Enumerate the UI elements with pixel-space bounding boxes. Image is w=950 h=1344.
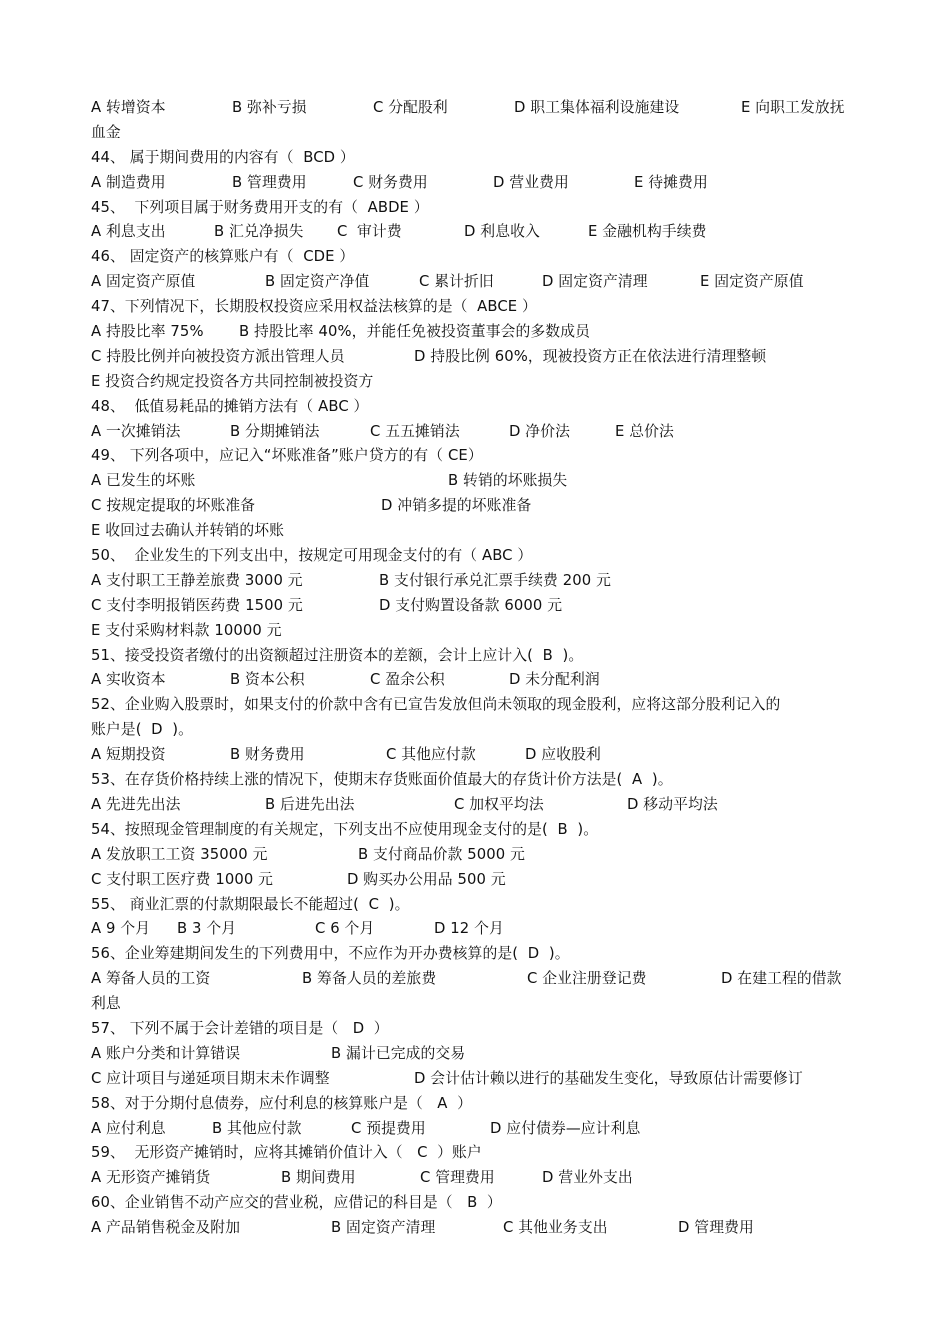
line-text: 50、 企业发生的下列支出中，按规定可用现金支付的有（ ABC ） [91, 547, 533, 565]
text-line [91, 843, 866, 868]
option-text: C 审计费 [337, 223, 402, 241]
text-line [91, 96, 866, 121]
text-line [91, 818, 866, 843]
text-line [91, 544, 866, 569]
line-text: A 筹备人员的工资 [91, 970, 211, 988]
option-text: D 冲销多提的坏账准备 [381, 497, 532, 515]
line-text: 52、企业购入股票时，如果支付的价款中含有已宣告发放但尚未领取的现金股利，应将这部分股利记入的 [91, 696, 781, 714]
text-line [91, 768, 866, 793]
option-text: E 固定资产原值 [700, 273, 804, 291]
option-text: C 预提费用 [351, 1119, 426, 1137]
option-text: D 移动平均法 [627, 795, 718, 813]
option-text: D 购买办公用品 500 元 [347, 870, 506, 888]
line-text: C 按规定提取的坏账准备 [91, 497, 256, 515]
option-text: B 期间费用 [281, 1169, 356, 1187]
text-line [91, 693, 866, 718]
option-text: E 金融机构手续费 [588, 223, 707, 241]
option-text: B 财务费用 [230, 746, 305, 764]
text-line [91, 1017, 866, 1042]
text-line [91, 644, 866, 669]
text-line [91, 444, 866, 469]
option-text: B 分期摊销法 [230, 422, 320, 440]
line-text: 血金 [91, 123, 121, 141]
option-text: B 汇兑净损失 [214, 223, 304, 241]
line-text: 47、下列情况下，长期股权投资应采用权益法核算的是（ ABCE ） [91, 298, 537, 316]
line-text: A 转增资本 [91, 99, 166, 116]
line-text: 56、企业筹建期间发生的下列费用中，不应作为开办费核算的是( D )。 [91, 945, 570, 963]
option-text: B 固定资产清理 [331, 1219, 436, 1237]
line-text: E 收回过去确认并转销的坏账 [91, 522, 285, 540]
line-text: 59、 无形资产摊销时，应将其摊销价值计入（ C ）账户 [91, 1144, 482, 1162]
line-text: 53、在存货价格持续上涨的情况下，使期末存货账面价值最大的存货计价方法是( A )。 [91, 771, 673, 789]
text-line [91, 1141, 866, 1166]
line-text: C 支付职工医疗费 1000 元 [91, 870, 274, 888]
line-text: C 支付李明报销医药费 1500 元 [91, 596, 303, 614]
line-text: A 发放职工工资 35000 元 [91, 845, 268, 863]
text-line [91, 196, 866, 221]
text-line [91, 519, 866, 544]
line-text: A 一次摊销法 [91, 422, 181, 440]
option-text: C 6 个月 [315, 920, 375, 938]
line-text: 60、企业销售不动产应交的营业税，应借记的科目是（ B ） [91, 1194, 502, 1212]
text-line [91, 220, 866, 245]
text-line [91, 420, 866, 445]
line-text: A 持股比率 75% [91, 323, 204, 341]
line-text: E 支付采购材料款 10000 元 [91, 621, 282, 639]
option-text: C 其他应付款 [386, 746, 476, 764]
text-line [91, 1067, 866, 1092]
text-line [91, 270, 866, 295]
line-text: 账户是( D )。 [91, 721, 194, 739]
line-text: A 实收资本 [91, 671, 166, 689]
text-line [91, 594, 866, 619]
option-text: E 总价法 [615, 422, 674, 440]
text-line [91, 569, 866, 594]
option-text: B 其他应付款 [212, 1119, 302, 1137]
line-text: E 投资合约规定投资各方共同控制被投资方 [91, 372, 374, 390]
option-text: D 持股比例 60%，现被投资方正在依法进行清理整顿 [414, 347, 767, 365]
option-text: E 向职工发放抚 [741, 99, 845, 116]
line-text: A 无形资产摊销货 [91, 1169, 211, 1187]
option-text: D 支付购置设备款 6000 元 [379, 596, 563, 614]
option-text: C 盈余公积 [370, 671, 445, 689]
line-text: 58、对于分期付息债券，应付利息的核算账户是（ A ） [91, 1094, 473, 1112]
line-text: 利息 [91, 995, 121, 1013]
option-text: E 待摊费用 [634, 173, 708, 191]
option-text: D 固定资产清理 [542, 273, 648, 291]
line-text: C 持股比例并向被投资方派出管理人员 [91, 347, 345, 365]
line-text: A 先进先出法 [91, 795, 181, 813]
text-line [91, 718, 866, 743]
option-text: C 财务费用 [353, 173, 428, 191]
text-line [91, 370, 866, 395]
option-text: B 漏计已完成的交易 [331, 1044, 466, 1062]
option-text: D 营业外支出 [542, 1169, 633, 1187]
line-text: 51、接受投资者缴付的出资额超过注册资本的差额，会计上应计入( B )。 [91, 646, 584, 664]
text-line [91, 171, 866, 196]
text-line [91, 942, 866, 967]
text-line [91, 469, 866, 494]
line-text: A 短期投资 [91, 746, 166, 764]
text-line [91, 1117, 866, 1142]
option-text: D 会计估计赖以进行的基础发生变化，导致原估计需要修订 [414, 1069, 803, 1087]
text-line [91, 992, 866, 1017]
text-line [91, 1191, 866, 1216]
text-line [91, 619, 866, 644]
line-text: A 应付利息 [91, 1119, 166, 1137]
option-text: B 后进先出法 [265, 795, 355, 813]
option-text: B 资本公积 [230, 671, 305, 689]
line-text: A 制造费用 [91, 173, 166, 191]
line-text: 49、 下列各项中，应记入“坏账准备”账户贷方的有（ CE） [91, 447, 483, 465]
option-text: D 净价法 [509, 422, 570, 440]
option-text: B 弥补亏损 [232, 99, 307, 116]
text-line [91, 893, 866, 918]
text-line [91, 917, 866, 942]
option-text: D 职工集体福利设施建设 [514, 99, 680, 116]
line-text: A 已发生的坏账 [91, 472, 196, 490]
text-line [91, 793, 866, 818]
option-text: B 管理费用 [232, 173, 307, 191]
text-line [91, 121, 866, 146]
option-text: C 加权平均法 [454, 795, 544, 813]
option-text: C 企业注册登记费 [527, 970, 647, 988]
line-text: 45、 下列项目属于财务费用开支的有（ ABDE ） [91, 198, 429, 216]
option-text: B 持股比率 40%，并能任免被投资董事会的多数成员 [239, 323, 590, 341]
line-text: A 账户分类和计算错误 [91, 1044, 241, 1062]
text-line [91, 295, 866, 320]
text-line [91, 868, 866, 893]
line-text: 48、 低值易耗品的摊销方法有（ ABC ） [91, 397, 369, 415]
option-text: B 3 个月 [177, 920, 237, 938]
line-text: 44、 属于期间费用的内容有（ BCD ） [91, 148, 355, 166]
option-text: C 五五摊销法 [370, 422, 460, 440]
line-text: 55、 商业汇票的付款期限最长不能超过( C )。 [91, 895, 410, 913]
line-text: 46、 固定资产的核算账户有（ CDE ） [91, 248, 355, 266]
line-text: A 产品销售税金及附加 [91, 1219, 241, 1237]
option-text: D 管理费用 [678, 1219, 754, 1237]
option-text: C 分配股利 [373, 99, 448, 116]
text-line [91, 320, 866, 345]
option-text: D 未分配利润 [509, 671, 600, 689]
text-line [91, 1166, 866, 1191]
option-text: C 管理费用 [420, 1169, 495, 1187]
option-text: D 在建工程的借款 [721, 970, 842, 988]
text-line [91, 245, 866, 270]
option-text: C 其他业务支出 [503, 1219, 608, 1237]
line-text: A 利息支出 [91, 223, 166, 241]
option-text: D 应付债券—应计利息 [490, 1119, 641, 1137]
option-text: D 利息收入 [464, 223, 540, 241]
document-page [91, 96, 866, 1241]
text-line [91, 395, 866, 420]
option-text: C 累计折旧 [419, 273, 494, 291]
option-text: D 12 个月 [434, 920, 504, 938]
line-text: C 应计项目与递延项目期末未作调整 [91, 1069, 330, 1087]
text-line [91, 1042, 866, 1067]
option-text: D 应收股利 [525, 746, 601, 764]
text-line [91, 146, 866, 171]
option-text: B 固定资产净值 [265, 273, 370, 291]
option-text: D 营业费用 [493, 173, 569, 191]
option-text: B 转销的坏账损失 [448, 472, 568, 490]
text-line [91, 967, 866, 992]
line-text: 57、 下列不属于会计差错的项目是（ D ） [91, 1019, 389, 1037]
option-text: B 支付商品价款 5000 元 [358, 845, 525, 863]
text-line [91, 743, 866, 768]
option-text: B 筹备人员的差旅费 [302, 970, 437, 988]
text-line [91, 494, 866, 519]
option-text: B 支付银行承兑汇票手续费 200 元 [379, 571, 611, 589]
text-line [91, 345, 866, 370]
text-line [91, 668, 866, 693]
line-text: A 固定资产原值 [91, 273, 196, 291]
text-line [91, 1216, 866, 1241]
line-text: 54、按照现金管理制度的有关规定，下列支出不应使用现金支付的是( B )。 [91, 820, 599, 838]
line-text: A 支付职工王静差旅费 3000 元 [91, 571, 303, 589]
line-text: A 9 个月 [91, 920, 151, 938]
text-line [91, 1092, 866, 1117]
